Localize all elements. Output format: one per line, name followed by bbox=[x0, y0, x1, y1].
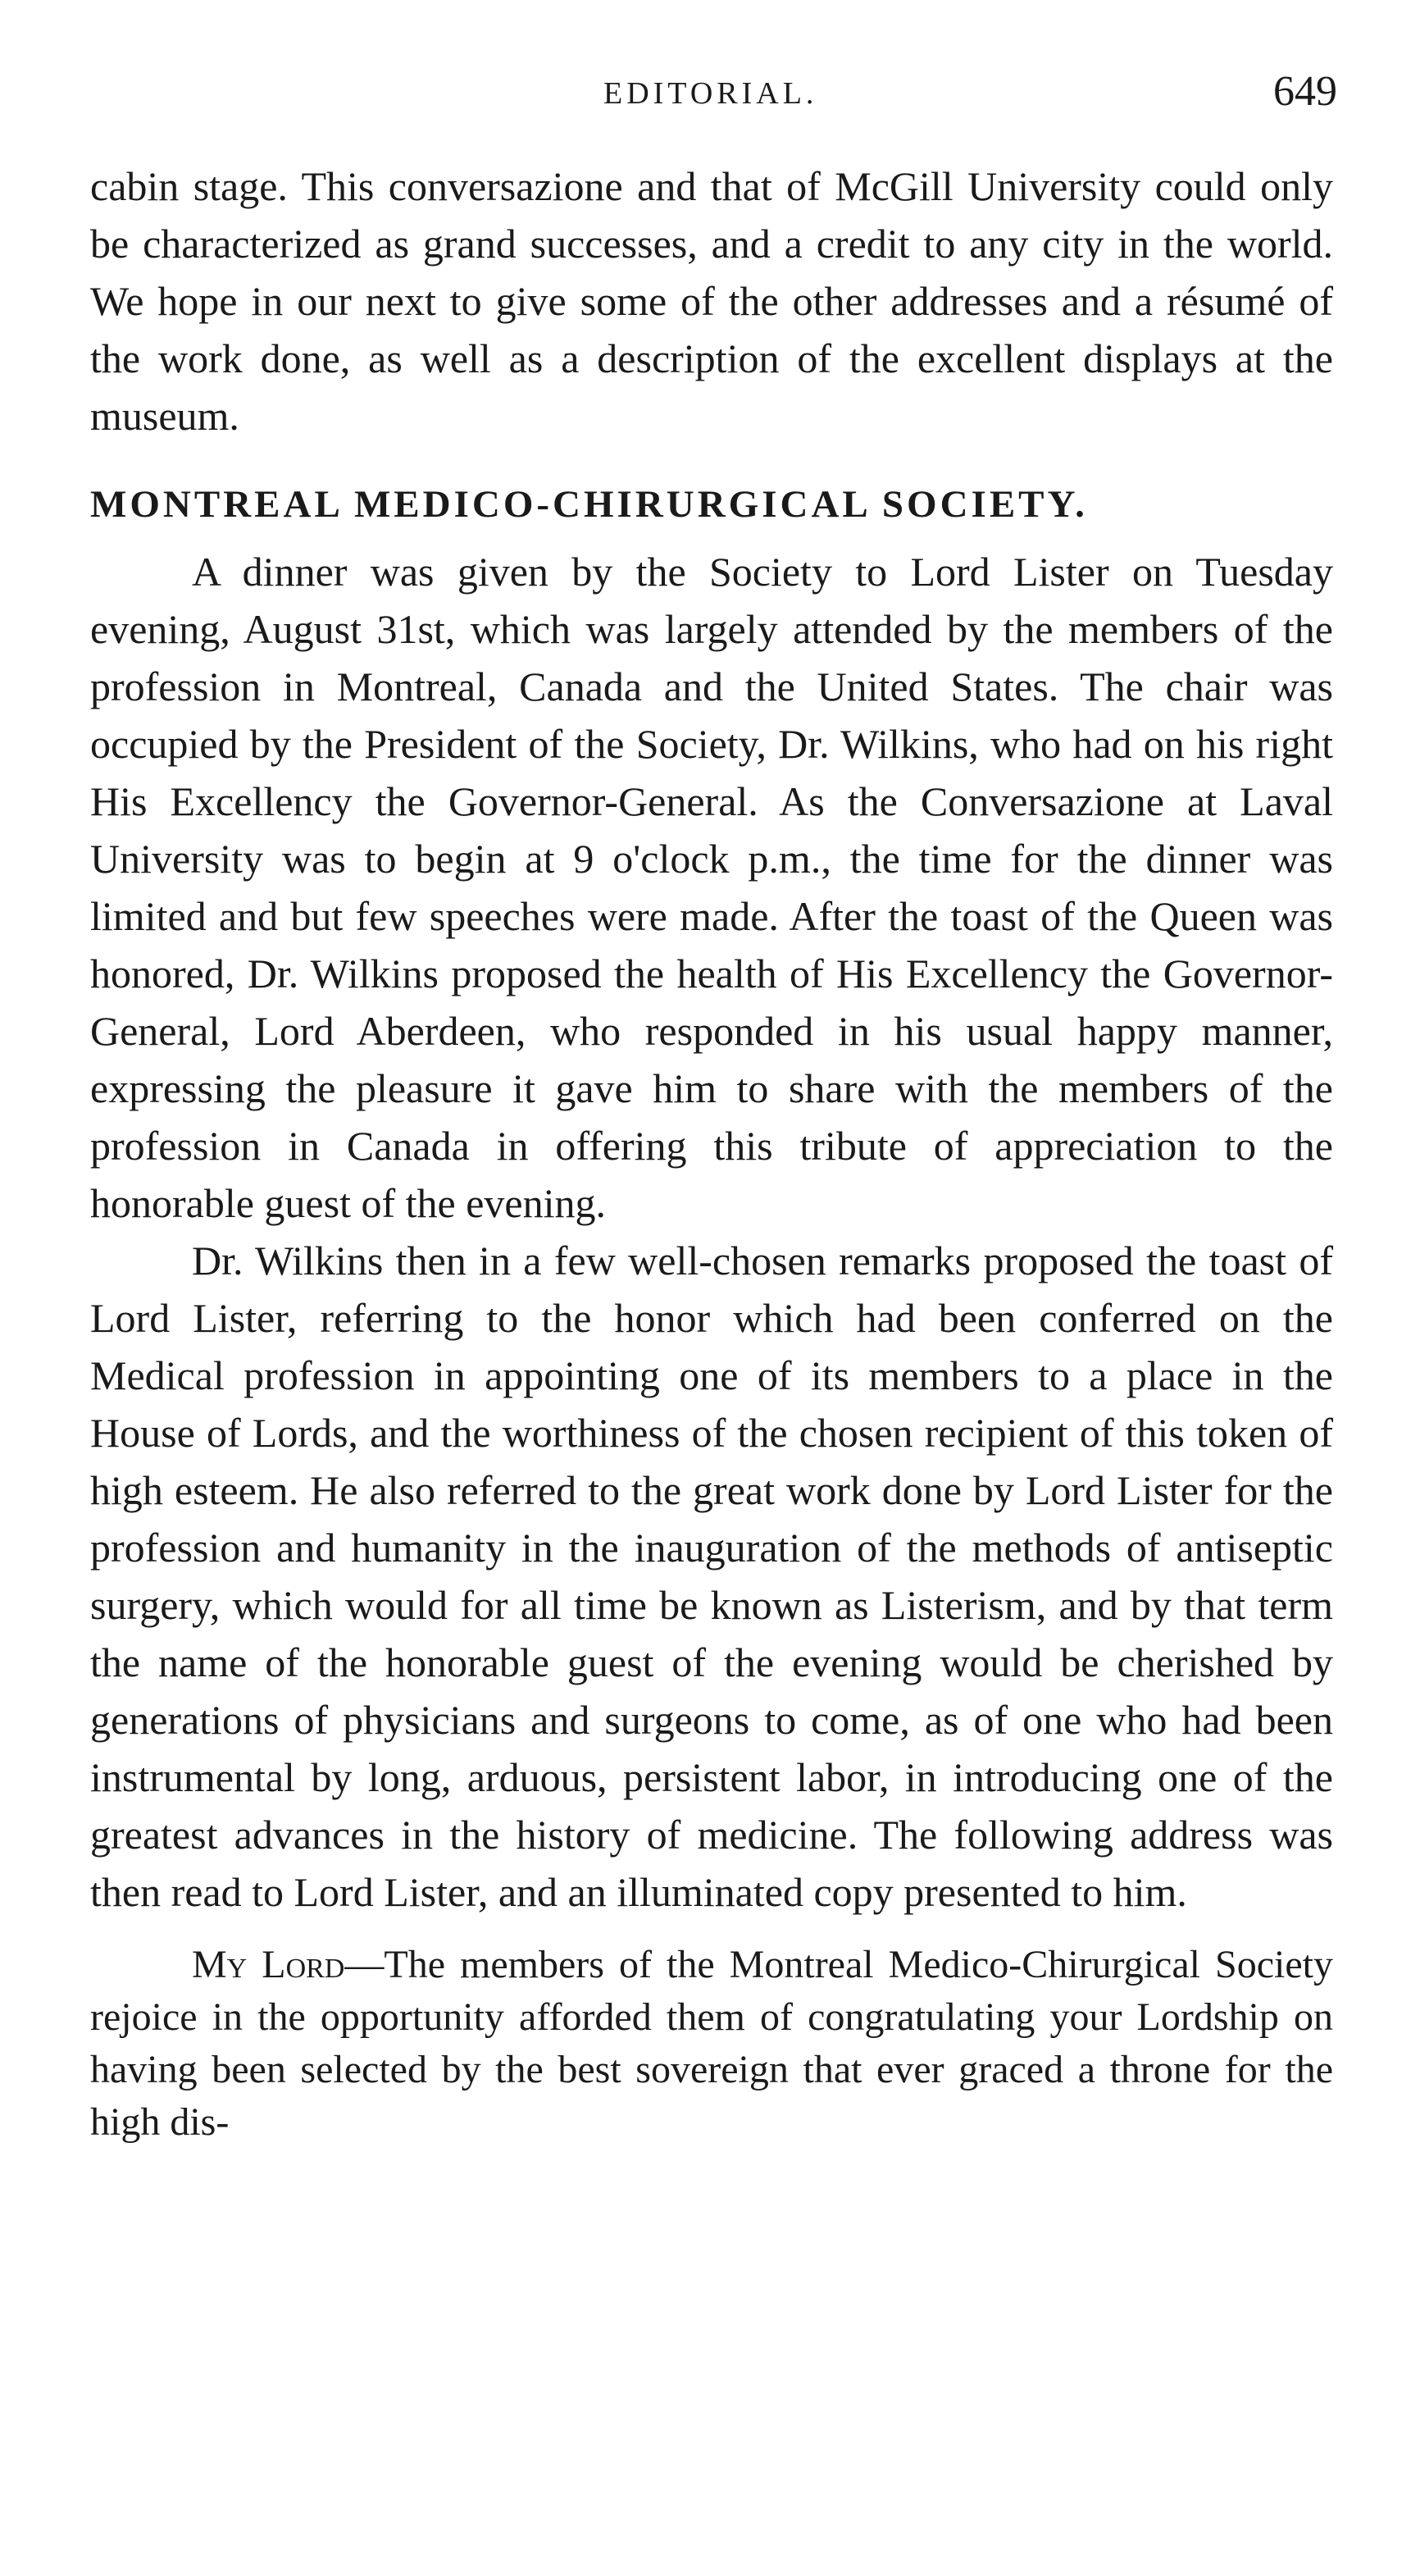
address-paragraph bbox=[90, 1939, 1333, 2149]
running-header bbox=[0, 68, 1420, 125]
continued-paragraph: cabin stage. This conversazione and that of McGill University could only be characterized as grand successes, and a credit to any city in the world. We hope in our next to give some of the other addresses and a résumé of the work done, as well as a description of the excellent displays at the museum. bbox=[90, 163, 1333, 439]
running-title: EDITORIAL. bbox=[603, 76, 818, 111]
address-salutation: My Lord bbox=[192, 1943, 345, 1986]
section-heading: MONTREAL MEDICO-CHIRURGICAL SOCIETY. bbox=[90, 483, 1088, 526]
page-number: 649 bbox=[1273, 68, 1337, 115]
text-column bbox=[90, 157, 1333, 2149]
paragraph-dinner: A dinner was given by the Society to Lord Lister on Tuesday evening, August 31st, which was largely attended by the members of the profession in Montreal, Canada and the United States. The chair was occupied by the President of the Society, Dr. Wilkins, who had on his right His Excellency the Governor-General. As the Conversazione at Laval University was to begin at 9 o'clock p.m., the time for the dinner was limited and but few speeches were made. After the toast of the Queen was honored, Dr. Wilkins proposed the health of His Excellency the Governor-General, Lord Aberdeen, who responded in his usual happy manner, expressing the pleasure it gave him to share with the members of the profession in Canada in offering this tribute of appreciation to the honorable guest of the evening. bbox=[90, 549, 1333, 1226]
address-text: —The members of the Montreal Medico-Chirurgical Society rejoice in the opportunity afforded them of congratulating your Lordship on having been selected by the best sovereign that ever graced a throne for the high dis- bbox=[90, 1943, 1333, 2144]
paragraph-toast: Dr. Wilkins then in a few well-chosen remarks proposed the toast of Lord Lister, referring to the honor which had been conferred on the Medical profession in appointing one of its members to a place in the House of Lords, and the worthiness of the chosen recipient of this token of high esteem. He also referred to the great work done by Lord Lister for the profession and humanity in the inauguration of the methods of antiseptic surgery, which would for all time be known as Listerism, and by that term the name of the honorable guest of the evening would be cherished by generations of physicians and surgeons to come, as of one who had been instrumental by long, arduous, persistent labor, in introducing one of the greatest advances in the history of medicine. The following address was then read to Lord Lister, and an illuminated copy presented to him. bbox=[90, 1238, 1333, 1915]
